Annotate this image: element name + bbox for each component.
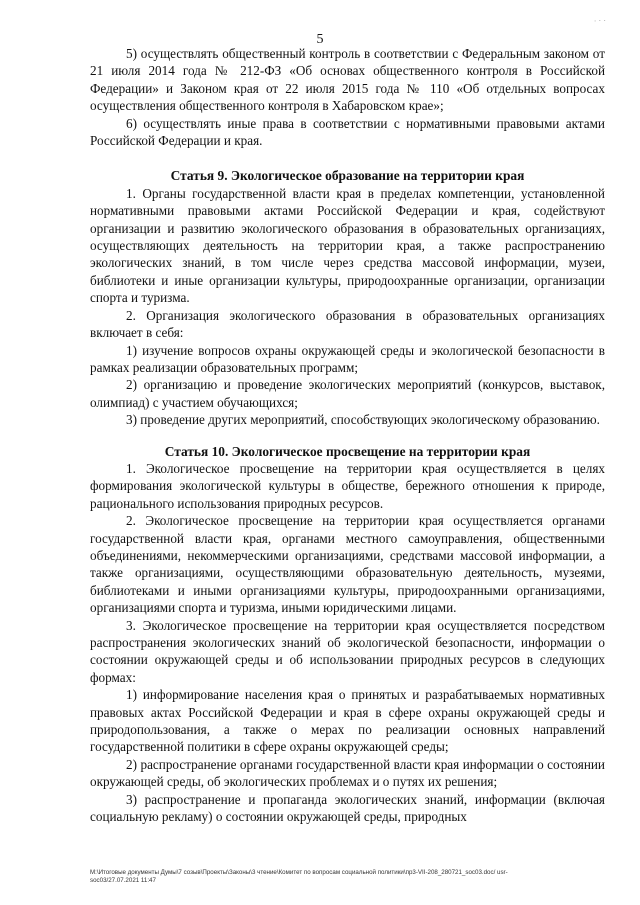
article-9-item-3: 3) проведение других мероприятий, способствующих экологическому образованию.	[126, 412, 600, 428]
article-9-paragraph-2: 2. Организация экологического образования в образовательных организациях включает в себя:	[90, 307, 605, 341]
article-9-item-2: 2) организацию и проведение экологических мероприятий (конкурсов, выставок, олимпиад) с участием обучающихся;	[90, 377, 605, 410]
file-path-footer	[90, 869, 610, 885]
article-10-paragraph-1: 1. Экологическое просвещение на территории края осуществляется в целях формирования экологической культуры в обществе, бережного отношения к природе, рационального использования природных ресурсов.	[90, 460, 605, 511]
article-10-paragraph-3: 3. Экологическое просвещение на территории края осуществляется посредством распространения экологических знаний об экологической безопасности, информации о состоянии окружающей среды и об использовании природных ресурсов в следующих формах:	[90, 617, 605, 685]
intro-paragraph-2: 6) осуществлять иные права в соответствии с нормативными правовыми актами Российской Федерации и края.	[90, 115, 605, 149]
article-9-paragraph-1: 1. Органы государственной власти края в пределах компетенции, установленной нормативными правовыми актами Российской Федерации и края, содействуют организации и развитию экологического образования в образовательных организациях, осуществляющих деятельность на территории края, а также распространению экологических знаний, в том числе через средства массовой информации, музеи, библиотеки и иные организации культуры, природоохранные организации, организации спорта и туризма.	[90, 185, 605, 306]
article-10-title: Статья 10. Экологическое просвещение на территории края	[164, 443, 531, 459]
article-9-title: Статья 9. Экологическое образование на территории края	[170, 168, 525, 184]
corner-mark: ∙ · ·	[594, 16, 606, 25]
article-9-item-1: 1) изучение вопросов охраны окружающей среды и экологической безопасности в рамках реализации образовательных программ;	[90, 342, 605, 375]
article-10-paragraph-2: 2. Экологическое просвещение на территории края осуществляется органами государственной власти края, органами местного самоуправления, общественными объединениями, некоммерческими организациями, средствами массовой информации, а также организациями, осуществляющими образовательную деятельность, музеями, библиотеками и иными организациями культуры, природоохранными организациями, организациями спорта и туризма, иными юридическими лицами.	[90, 513, 605, 616]
article-10-item-3: 3) распространение и пропаганда экологических знаний, информации (включая социальную рекламу) о состоянии окружающей среды, природных	[90, 791, 605, 825]
document-body	[90, 45, 605, 825]
page-number: 5	[316, 32, 324, 47]
footer-line-2: soc03/27.07.2021 11:47	[90, 877, 156, 884]
footer-line-1: M:\Итоговые документы Думы\7 созыв\Проекты\Законы\3 чтение\Комитет по вопросам социальной политики\пр3-VII-208_280721_soc03.doc/ usr-	[90, 869, 508, 876]
article-10-item-1: 1) информирование населения края о принятых и разрабатываемых нормативных правовых актах Российской Федерации и края в сфере охраны окружающей среды и природопользования, а также о мерах по реализации основных направлений государственной политики в сфере охраны окружающей среды;	[90, 687, 605, 755]
intro-paragraph-1: 5) осуществлять общественный контроль в соответствии с Федеральным законом от 21 июля 2014 года № 212-ФЗ «Об основах общественного контроля в Российской Федерации» и Законом края от 22 июля 2015 года № 110 «Об отдельных вопросах осуществления общественного контроля в Хабаровском крае»;	[90, 46, 605, 114]
article-10-item-2: 2) распространение органами государственной власти края информации о состоянии окружающей среды, об экологических проблемах и о путях их решения;	[90, 756, 605, 790]
